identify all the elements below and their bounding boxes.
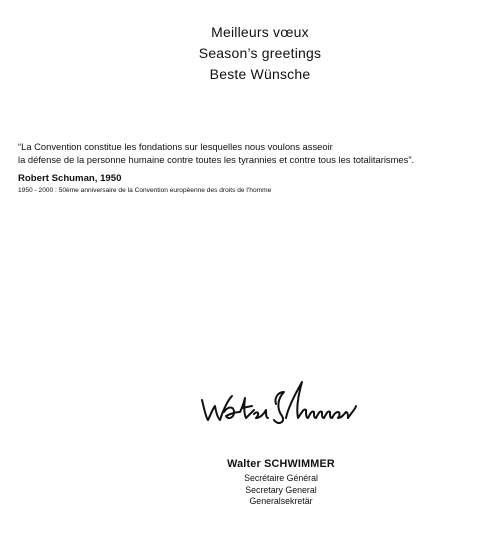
quote-line-1: “La Convention constitue les fondations sur lesquelles nous voulons asseoir <box>18 141 333 152</box>
title-french: Secrétaire Général <box>244 473 318 483</box>
handwritten-signature <box>198 368 358 438</box>
title-english: Secretary General <box>245 484 317 495</box>
quote-author: Robert Schuman, 1950 <box>18 173 122 184</box>
quote-line-2: la défense de la personne humaine contre toutes les tyrannies et contre tous les totalitarismes”. <box>18 154 415 165</box>
title-german: Generalsekretär <box>249 496 313 506</box>
signer-titles <box>198 473 364 508</box>
signer-name: Walter SCHWIMMER <box>227 458 335 470</box>
greetings-block <box>180 22 340 85</box>
signer-block <box>198 458 364 508</box>
signature-icon <box>198 368 358 438</box>
anniversary-note: 1950 - 2000 : 50ème anniversaire de la Convention européenne des droits de l’homme <box>18 187 272 194</box>
quote-block <box>18 140 473 194</box>
greeting-english: Season’s greetings <box>198 45 322 61</box>
greeting-french: Meilleurs vœux <box>211 24 309 40</box>
greeting-german: Beste Wünsche <box>209 66 311 82</box>
